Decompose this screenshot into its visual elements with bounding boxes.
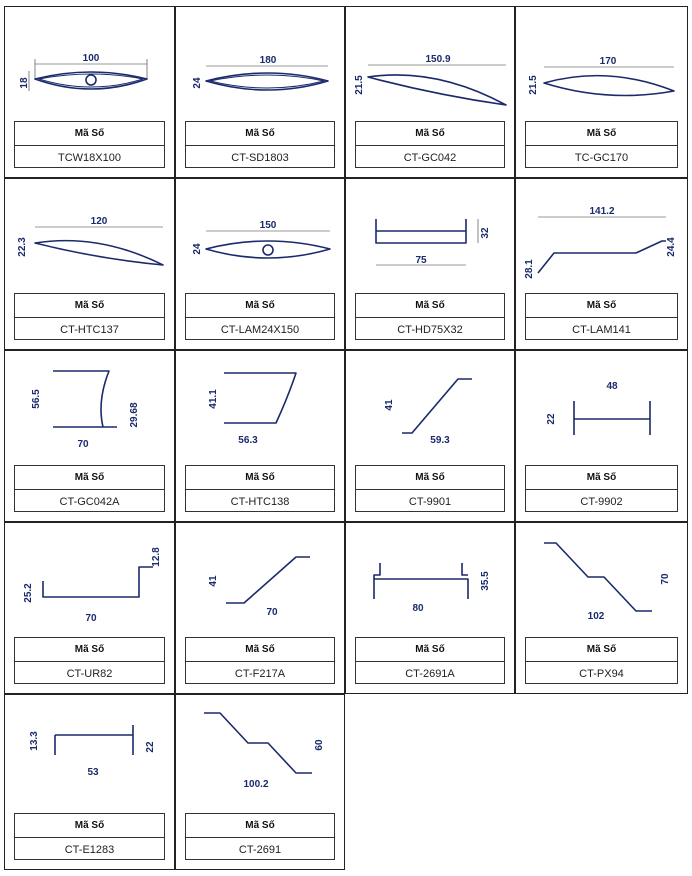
dim-label: 25.2 [23, 583, 34, 603]
code-header: Mã Số [15, 638, 164, 662]
dim-label: 100 [82, 53, 100, 64]
product-code: CT-HTC137 [60, 323, 119, 336]
product-card [345, 350, 515, 522]
product-code: CT-2691 [238, 843, 282, 856]
dim-label: 48 [606, 381, 618, 392]
dim-label: 41 [384, 399, 395, 411]
dim-label: 22 [546, 413, 557, 425]
dim-label: 28.1 [524, 259, 535, 279]
dim-label: 60 [314, 739, 325, 751]
code-header: Mã Số [526, 466, 677, 490]
code-table [185, 293, 335, 340]
profile-drawing [5, 523, 176, 638]
dim-label: 70 [266, 607, 278, 618]
code-table [525, 637, 678, 684]
dim-label: 21.5 [528, 75, 539, 95]
code-table [525, 293, 678, 340]
product-code: CT-F217A [234, 667, 286, 680]
profile-drawing [5, 351, 176, 466]
profile-drawing [176, 695, 346, 810]
code-table [14, 637, 165, 684]
product-card [4, 694, 175, 870]
code-header: Mã Số [356, 638, 504, 662]
dim-label: 100.2 [243, 779, 269, 790]
code-header: Mã Số [15, 122, 164, 146]
code-header: Mã Số [356, 294, 504, 318]
product-code: CT-E1283 [64, 843, 115, 856]
dim-label: 41 [208, 575, 219, 587]
code-header: Mã Số [356, 466, 504, 490]
profile-drawing [516, 351, 689, 466]
product-code: CT-LAM141 [572, 323, 631, 336]
dim-label: 80 [412, 603, 424, 614]
product-card [515, 522, 688, 694]
code-table [185, 121, 335, 168]
code-table [355, 121, 505, 168]
profile-drawing [176, 351, 346, 466]
profile-drawing [176, 7, 346, 122]
code-table [355, 465, 505, 512]
dim-label: 35.5 [480, 571, 491, 591]
product-code: CT-PX94 [579, 667, 624, 680]
product-code: CT-HTC138 [230, 495, 290, 508]
code-header: Mã Số [526, 638, 677, 662]
code-table [14, 465, 165, 512]
code-header: Mã Số [186, 294, 334, 318]
profile-drawing [5, 695, 176, 810]
product-code: CT-HD75X32 [397, 323, 463, 336]
profile-drawing [176, 523, 346, 638]
profile-drawing [346, 523, 516, 638]
code-header: Mã Số [526, 122, 677, 146]
dim-label: 53 [87, 767, 99, 778]
product-code: CT-GC042A [59, 495, 120, 508]
code-table [525, 465, 678, 512]
dim-label: 150.9 [425, 54, 451, 65]
dim-label: 13.3 [29, 731, 40, 751]
code-header: Mã Số [15, 466, 164, 490]
product-card [515, 178, 688, 350]
product-card [175, 350, 345, 522]
profile-drawing [346, 7, 516, 122]
profile-drawing [176, 179, 346, 294]
product-code: CT-UR82 [66, 667, 113, 680]
product-card [4, 178, 175, 350]
code-table [525, 121, 678, 168]
code-table [185, 813, 335, 860]
product-grid [4, 6, 688, 870]
product-card [345, 522, 515, 694]
product-code: CT-GC042 [403, 151, 457, 164]
dim-label: 180 [259, 55, 277, 66]
product-card [4, 350, 175, 522]
dim-label: 70 [77, 439, 89, 450]
dim-label: 75 [415, 255, 427, 266]
profile-drawing [516, 7, 689, 122]
code-header: Mã Số [186, 814, 334, 838]
code-table [14, 121, 165, 168]
dim-label: 56.5 [31, 389, 42, 409]
profile-drawing [346, 351, 516, 466]
code-table [14, 293, 165, 340]
product-card [175, 694, 345, 870]
code-header: Mã Số [15, 294, 164, 318]
dim-label: 141.2 [589, 206, 615, 217]
dim-label: 56.3 [238, 435, 258, 446]
dim-label: 59.3 [430, 435, 450, 446]
product-card [4, 522, 175, 694]
dim-label: 29.68 [129, 402, 140, 428]
product-card [175, 522, 345, 694]
dim-label: 170 [599, 56, 617, 67]
dim-label: 21.5 [354, 75, 365, 95]
dim-label: 24.4 [666, 237, 677, 257]
dim-label: 22 [145, 741, 156, 753]
dim-label: 70 [660, 573, 671, 585]
code-header: Mã Số [15, 814, 164, 838]
product-card [175, 6, 345, 178]
product-code: CT-LAM24X150 [220, 323, 300, 336]
dim-label: 150 [259, 220, 277, 231]
dim-label: 18 [19, 77, 30, 89]
code-table [185, 637, 335, 684]
dim-label: 32 [480, 227, 491, 239]
dim-label: 41.1 [208, 389, 219, 409]
code-table [355, 637, 505, 684]
product-card [345, 178, 515, 350]
profile-drawing [5, 179, 176, 294]
dim-label: 102 [587, 611, 605, 622]
product-card [345, 6, 515, 178]
profile-drawing [346, 179, 516, 294]
product-code: TC-GC170 [574, 151, 629, 164]
product-code: TCW18X100 [58, 151, 121, 164]
code-header: Mã Số [186, 466, 334, 490]
code-header: Mã Số [526, 294, 677, 318]
profile-drawing [5, 7, 176, 122]
code-header: Mã Số [356, 122, 504, 146]
dim-label: 70 [85, 613, 97, 624]
product-code: CT-2691A [405, 667, 455, 680]
dim-label: 22.3 [17, 237, 28, 257]
dim-label: 12.8 [151, 547, 162, 567]
code-header: Mã Số [186, 638, 334, 662]
dim-label: 120 [90, 216, 108, 227]
code-table [185, 465, 335, 512]
profile-drawing [516, 179, 689, 294]
dim-label: 24 [192, 243, 203, 255]
profile-drawing [516, 523, 689, 638]
product-code: CT-SD1803 [231, 151, 289, 164]
code-table [355, 293, 505, 340]
dim-label: 24 [192, 77, 203, 89]
product-card [175, 178, 345, 350]
product-card [515, 350, 688, 522]
product-code: CT-9902 [580, 495, 623, 508]
code-header: Mã Số [186, 122, 334, 146]
product-code: CT-9901 [408, 495, 452, 508]
code-table [14, 813, 165, 860]
product-card [515, 6, 688, 178]
product-card [4, 6, 175, 178]
